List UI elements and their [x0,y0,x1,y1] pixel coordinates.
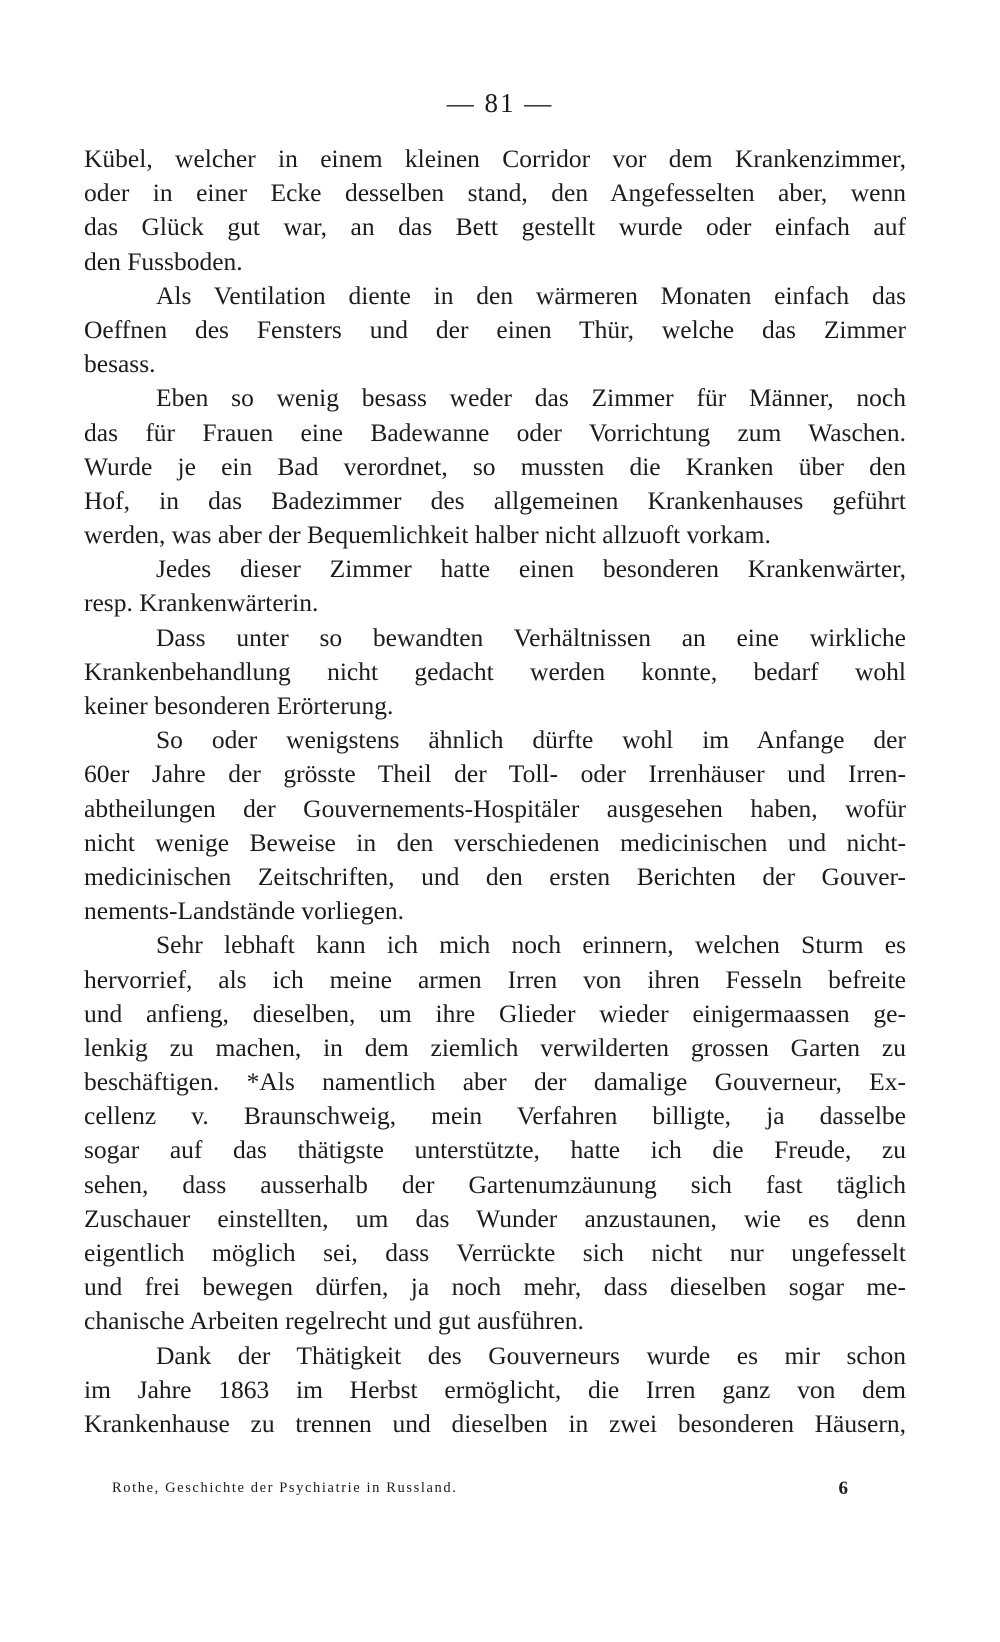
text-line: keiner besonderen Erörterung. [84,691,394,720]
text-line: werden, was aber der Bequemlichkeit halber nicht allzuoft vorkam. [84,520,771,550]
text-line: Oeffnen des Fensters und der einen Thür, welche das Zimmer [84,314,906,344]
text-line: das für Frauen eine Badewanne oder Vorrichtung zum Waschen. [84,417,906,447]
text-line: abtheilungen der Gouvernements-Hospitäler ausgesehen haben, wofür [84,793,906,823]
text-line: das Glück gut war, an das Bett gestellt wurde oder einfach auf [84,212,906,242]
text-line: den Fussboden. [84,246,243,276]
text-line: 60er Jahre der grösste Theil der Toll- oder Irrenhäuser und Irren- [84,759,906,789]
page-number: — 81 — [446,88,554,118]
text-line: sehen, dass ausserhalb der Gartenumzäunung sich fast täglich [84,1169,906,1199]
text-line: Dank der Thätigkeit des Gouverneurs wurde es mir schon [156,1340,906,1370]
footer-citation: Rothe, Geschichte der Psychiatrie in Russland. [112,1480,458,1496]
text-line: beschäftigen. *Als namentlich aber der damalige Gouverneur, Ex- [84,1067,906,1097]
text-line: Dass unter so bewandten Verhältnissen an eine wirkliche [156,622,906,652]
text-line: Wurde je ein Bad verordnet, so mussten die Kranken über den [84,451,906,481]
text-line: Eben so wenig besass weder das Zimmer für Männer, noch [156,383,906,413]
page-footer [112,1480,848,1502]
text-line: Als Ventilation diente in den wärmeren Monaten einfach das [156,280,906,310]
text-line: So oder wenigstens ähnlich dürfte wohl im Anfange der [156,725,906,755]
text-line: resp. Krankenwärterin. [84,588,319,618]
text-line: Zuschauer einstellten, um das Wunder anzustaunen, wie es denn [84,1203,906,1233]
text-line: medicinischen Zeitschriften, und den ersten Berichten der Gouver- [84,861,906,891]
text-line: Krankenbehandlung nicht gedacht werden konnte, bedarf wohl [84,656,906,686]
text-line: Jedes dieser Zimmer hatte einen besonderen Krankenwärter, [156,554,906,584]
text-line: eigentlich möglich sei, dass Verrückte sich nicht nur ungefesselt [84,1238,906,1267]
text-line: Krankenhause zu trennen und dieselben in zwei besonderen Häusern, [84,1408,906,1438]
text-line: im Jahre 1863 im Herbst ermöglicht, die Irren ganz von dem [84,1374,906,1404]
text-line: lenkig zu machen, in dem ziemlich verwilderten grossen Garten zu [84,1032,906,1062]
text-line: Sehr lebhaft kann ich mich noch erinnern, welchen Sturm es [156,930,906,960]
text-line: oder in einer Ecke desselben stand, den Angefesselten aber, wenn [84,178,906,208]
text-line: cellenz v. Braunschweig, mein Verfahren billigte, ja dasselbe [84,1101,906,1131]
printer-signature: 6 [838,1478,848,1499]
text-line: hervorrief, als ich meine armen Irren von ihren Fesseln befreite [84,964,906,994]
text-line: sogar auf das thätigste unterstützte, hatte ich die Freude, zu [84,1135,906,1165]
text-line: Hof, in das Badezimmer des allgemeinen Krankenhauses geführt [84,485,906,515]
text-line: nements-Landstände vorliegen. [84,896,405,926]
body-text [84,142,906,1441]
text-line: nicht wenige Beweise in den verschiedenen medicinischen und nicht- [84,827,906,857]
text-line: und frei bewegen dürfen, ja noch mehr, dass dieselben sogar me- [84,1272,906,1302]
text-line: und anfieng, dieselben, um ihre Glieder wieder einigermaassen ge- [84,998,906,1028]
text-line: besass. [84,349,156,379]
text-line: chanische Arbeiten regelrecht und gut ausführen. [84,1306,584,1336]
text-line: Kübel, welcher in einem kleinen Corridor vor dem Krankenzimmer, [84,144,906,173]
